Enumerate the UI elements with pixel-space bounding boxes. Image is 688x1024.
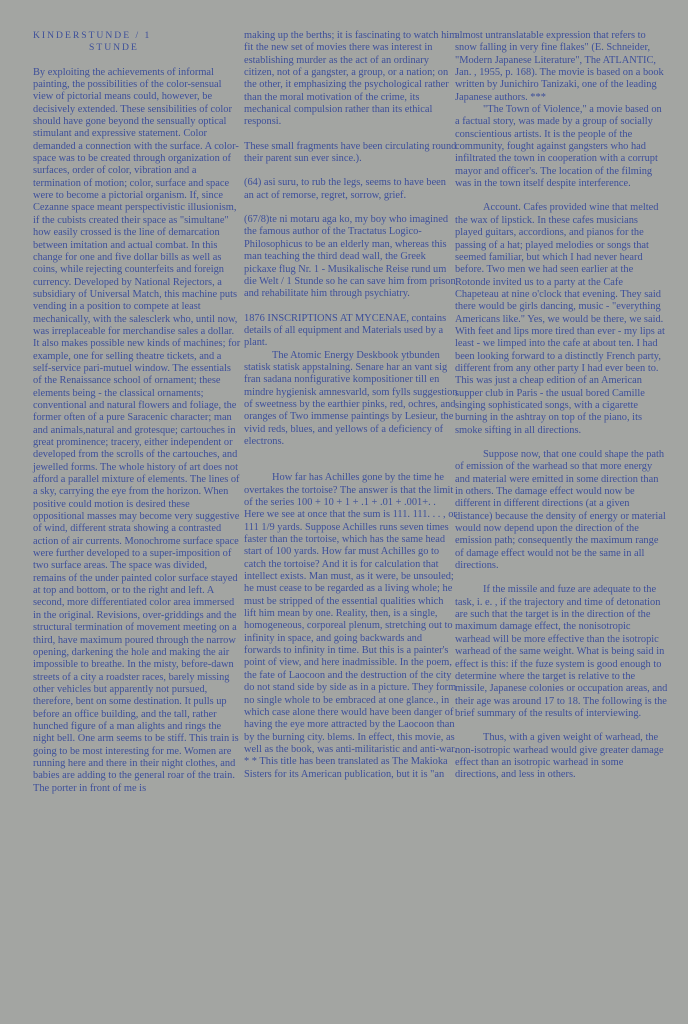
column-1: [33, 30, 241, 795]
column-2-paragraph-6: The Atomic Energy Deskbook ytbunden statisk statisk appstalning. Senare har an vant sig fran sadana nonfigurative kompositioner till en mindre hygienisk amnesvarld, som fylls suggestion of sweetness by the earthier pinks, red, ochres, and oranges of Two immense paintings by Lesieur, the vivid reds, blues, and yellows of a deficiency of electrons.: [244, 349, 458, 447]
column-3-paragraph-4: Suppose now, that one could shape the path of emission of the warhead so that more energy and material were emitted in some direction than in others. The damage effect would now be different in different directions (at a given distance) because the density of energy or material would now depend upon the direction of the emission path; consequently the maximum range of damage effect would not be the same in all directions.: [455, 449, 666, 572]
column-2-paragraph-3: (64) asi suru, to rub the legs, seems to have been an act of remorse, regret, sorrow, grief.: [244, 177, 446, 201]
column-1-paragraph: By exploiting the achievements of informal painting, the possibilities of the color-sensual view of pictorial means could, however, be decisively extended. These sensibilities of color should have gone beyond the sensually optical stimulant and expressive statement. Color demanded a connection with the surface. A color-space was to be created through organization of surfaces, order of color, vibration and a termination of motion; color, surface and space were to become a pictorial organism. If, since Cezanne space meant perspectivistic illusionism, if the cubists created their space as "simultane" how easily crossed is the line of demarcation between imitation and actual combat. In this change for one and five dollar bills as well as coins, while rejecting counterfeits and foreign currency. Developed by National Rejectors, a subsidiary of Universal Match, this machine puts vending in a position to compete at least mechanically, with the salesclerk who, until now, was irreplaceable for merchandise sales a dollar. It also makes possible new kinds of machines; for example, one for selling theatre tickets, and a self-service pari-mutuel window. The essentials of the Renaissance school of ornament; these elements being - the classical ornaments; conventional and natural flowers and foliage, the former often of a pure Saracenic character; man and animals,natural and grotesque; cartouches in great prominence; tracery, either independent or developed from the scrolls of the cartouches, and jewelled forms. The whole history of art does not afford a parallel mixture of elements. The lines of a sky, carrying the eye from the horizon. When positive could motion is desired these oppositional masses may become very suggestive of wind, different strata showing a contrasted action of air currents. Monochrome surface space were further developed to a super-imposition of two surface areas. The space was divided, remains of the under painted color surface stayed at top and bottom, or to the right and left. A second, more differentiated color area immersed in the original. Revisions, over-griddings and the structural termination of movement meeting on a third, have maximum poured through the narrow opening, darkening the hole and making the air impossible to breathe. In the misty, before-dawn streets of a city a roadster races, barely missing other vehicles but apparently not pursued, therefore, bent on some destination. It pulls up before an office building, and the tall, rather hunched figure of a man alights and rings the night bell. One arm seems to be stiff. This train is going to be most interesting for me. Women are running here and there in their night clothes, and babies are adding to the general roar of the train. The porter in front of me is: [33, 66, 241, 794]
column-3-paragraph-1: almost untranslatable expression that refers to snow falling in very fine flakes" (E. Schneider, "Modern Japanese Literature", The ATLANTIC, Jan. , 1955, p. 168). The movie is based on a book written by Junichiro Tanizaki, one of the leading Japanese authors. ***: [455, 30, 664, 103]
column-3-paragraph-3: Account. Cafes provided wine that melted the wax of lipstick. In these cafes musicians played guitars, accordions, and pianos for the passing of a hat; played melodies or songs that seemed familiar, but which I had never heard before. Two men we had seen earlier at the Rotonde invited us to a party at the Cafe Chapeteau at nine o'clock that evening. They said there would be girls dancing, music - "everything Americans like." Yes, we would be there, we said. With feet and lips more tired than ever - my lips at least - we limped into the cafe at about ten. I had been looking forward to a distinctly French party, different from any other party I had ever been to. This was just a cheap edition of an American supper club in Paris - the usual bored Camille singing sophisticated songs, with a cigarette burning in the ashtray on top of the piano, its smoke sifting in all directions.: [455, 202, 665, 436]
column-3: [455, 30, 668, 782]
column-2: [244, 30, 458, 781]
column-2-paragraph-4: (67/8)te ni motaru aga ko, my boy who imagined the famous author of the Tractatus Logico-Philosophicus to be an elderly man, whereas this man teaching the third dead wall, the Greek pickaxe flug Nr. 1 - Musikalische Reise rund um die Welt / 1 Stunde so he can save him from prison and rehabilitate him through psychiatry.: [244, 214, 456, 300]
column-3-paragraph-5: If the missile and fuze are adequate to the task, i. e. , if the trajectory and time of detonation are such that the target is in the direction of the maximum damage effect, the nonisotropic warhead will be more effective than the isotropic warhead of the same weight. What is being said in effect is this: if the fuze system is good enough to determine where the target is relative to the missile, Japanese colonies or occupation areas, and their age was around 17 to 18. The following is the brief summary of the results of interviewing.: [455, 584, 668, 719]
header-subtitle: STUNDE: [89, 42, 139, 54]
column-2-paragraph-1: making up the berths; it is fascinating to watch him fit the new set of movies there was interest in establishing murder as the act of an ordinary citizen, not of a gangster, a group, or a nation; on the other, it emphasizing the psychological rather than the moral motivation of the crime, its mechanical compulsion rather than its ethical responsi.: [244, 30, 458, 128]
column-3-paragraph-6: Thus, with a given weight of warhead, the non-isotropic warhead would give greater damage effect than an isotropic warhead in some directions, and less in others.: [455, 732, 664, 781]
column-2-paragraph-7: How far has Achilles gone by the time he overtakes the tortoise? The answer is that the limit of the series 100 + 10 + 1 + .1 + .01 + .001+. . Here we see at once that the sum is 111. 111. . . , or 111 1/9 yards. Suppose Achilles runs seven times faster than the tortoise, which has the same head start of 100 yards. How far must Achilles go to catch the tortoise? And it is for calculation that intellect exists. Man must, as it were, be unsouled; he must cease to be regarded as a living whole; he must be stripped of the essential qualities which lift him mean by one. Reality, then, is a single, homogeneous, corporeal plenum, stretching out to infinity in space, and going backwards and forwards to infinity in time. But this is a painter's point of view, and here inadmissible. In the poem, the fate of Laocoon and the destruction of the city do not stand side by side as in a picture. They form no single whole to be embraced at one glance., in which case alone there would have been danger of having the eye more attracted by the Laocoon than by the burning city. blems. In effect, this movie, as well as the book, was anti-militaristic and anti-war. * * This title has been translated as The Makioka Sisters for its American publication, but it is "an: [244, 472, 457, 780]
column-3-paragraph-2: "The Town of Violence," a movie based on a factual story, was made by a group of socially conscientious artists. It is the people of the community, fought against gangsters who had infiltrated the town in cooperation with a corrupt mayor and officer's. The location of the filming was in the town itself despite interference.: [455, 104, 662, 190]
column-2-paragraph-5: 1876 INSCRIPTIONS AT MYCENAE, contains details of all equipment and Materials used by a plant.: [244, 312, 447, 349]
column-2-paragraph-2: These small fragments have been circulating round their parent sun ever since.).: [244, 140, 457, 165]
header-title: KINDERSTUNDE / 1: [33, 30, 152, 41]
